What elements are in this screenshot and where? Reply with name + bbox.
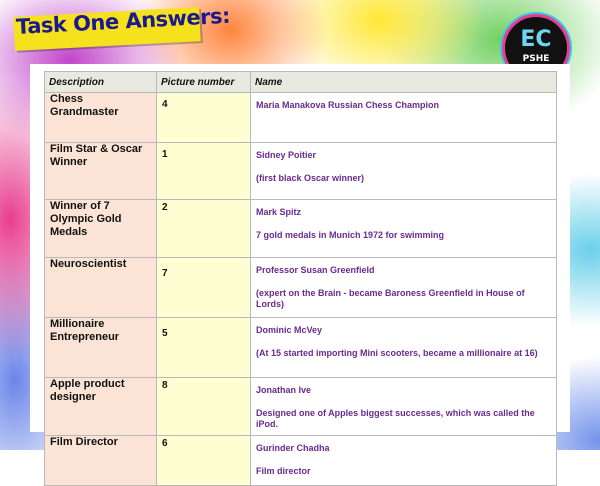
row-detail: (expert on the Brain - became Baroness Greenfield in House of Lords) — [256, 288, 525, 309]
row-picture-number: 7 — [157, 258, 251, 318]
answers-table — [44, 71, 557, 486]
row-picture-number: 4 — [157, 93, 251, 143]
row-description: Winner of 7 Olympic Gold Medals — [45, 200, 157, 258]
logo-pshe-text: PSHE — [522, 54, 550, 64]
row-name-cell — [251, 200, 557, 258]
row-picture-number: 2 — [157, 200, 251, 258]
table-row — [45, 143, 557, 200]
row-detail: (At 15 started importing Mini scooters, became a millionaire at 16) — [256, 348, 538, 358]
row-name: Gurinder Chadha — [256, 443, 330, 453]
row-name-cell — [251, 318, 557, 378]
row-name-cell — [251, 436, 557, 486]
row-description: Chess Grandmaster — [45, 93, 157, 143]
table-row — [45, 258, 557, 318]
row-name: Sidney Poitier — [256, 150, 317, 160]
row-name: Dominic McVey — [256, 325, 323, 335]
table-row — [45, 200, 557, 258]
row-name-cell — [251, 378, 557, 436]
row-name: Professor Susan Greenfield — [256, 265, 375, 275]
row-description: Apple product designer — [45, 378, 157, 436]
row-description: Film Star & Oscar Winner — [45, 143, 157, 200]
row-detail: 7 gold medals in Munich 1972 for swimming — [256, 230, 445, 240]
row-description: Film Director — [45, 436, 157, 486]
row-name: Mark Spitz — [256, 207, 302, 217]
row-name-cell — [251, 258, 557, 318]
row-detail: Film director — [256, 466, 311, 476]
row-picture-number: 6 — [157, 436, 251, 486]
header-description: Description — [45, 72, 157, 93]
table-row — [45, 93, 557, 143]
row-name-cell — [251, 93, 557, 143]
row-picture-number: 8 — [157, 378, 251, 436]
table-row — [45, 436, 557, 486]
row-description: Millionaire Entrepreneur — [45, 318, 157, 378]
logo-ec-text: EC — [520, 27, 552, 52]
table-row — [45, 378, 557, 436]
row-picture-number: 5 — [157, 318, 251, 378]
row-picture-number: 1 — [157, 143, 251, 200]
row-description: Neuroscientist — [45, 258, 157, 318]
row-detail: (first black Oscar winner) — [256, 173, 365, 183]
page-title: Task One Answers: — [15, 3, 231, 39]
row-name: Maria Manakova Russian Chess Champion — [256, 100, 440, 110]
row-detail: Designed one of Apples biggest successes, which was called the iPod. — [256, 408, 535, 429]
table-row — [45, 318, 557, 378]
table-header-row — [45, 72, 557, 93]
header-name: Name — [251, 72, 557, 93]
row-name-cell — [251, 143, 557, 200]
header-picture-number: Picture number — [157, 72, 251, 93]
row-name: Jonathan Ive — [256, 385, 312, 395]
